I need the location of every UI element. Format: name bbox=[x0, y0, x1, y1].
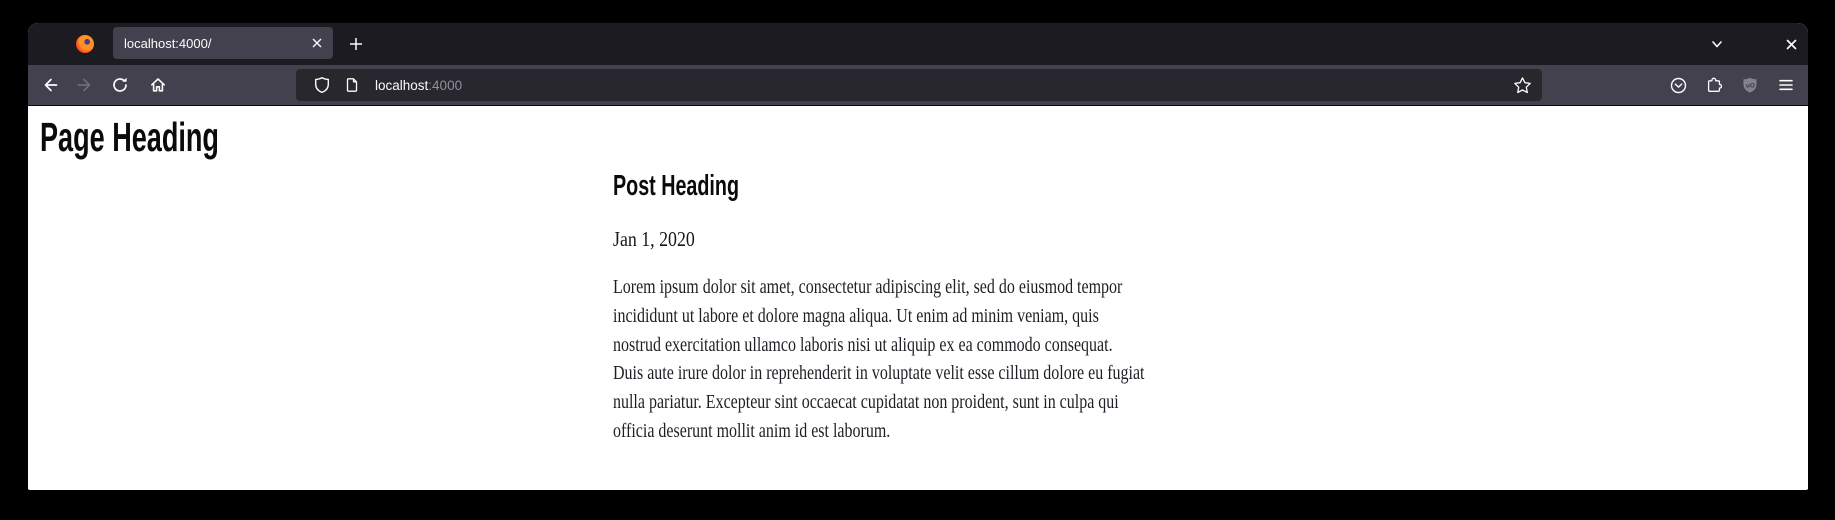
tabbar-right-controls bbox=[1703, 30, 1805, 58]
bookmark-star-button[interactable] bbox=[1510, 73, 1534, 97]
post-body-line: Duis aute irure dolor in reprehenderit in voluptate velit esse cillum dolore eu fugiat bbox=[613, 362, 1145, 385]
ublock-origin-button[interactable] bbox=[1735, 70, 1765, 100]
new-tab-button[interactable] bbox=[342, 30, 370, 58]
url-host: localhost bbox=[375, 77, 429, 93]
chevron-down-icon bbox=[1710, 37, 1724, 51]
list-all-tabs-button[interactable] bbox=[1703, 30, 1731, 58]
app-menu-button[interactable] bbox=[1771, 70, 1801, 100]
window-close-button[interactable] bbox=[1777, 30, 1805, 58]
post-body bbox=[613, 273, 1145, 446]
pocket-icon bbox=[1669, 76, 1688, 95]
plus-icon bbox=[348, 36, 364, 52]
toolbar-right-controls bbox=[1663, 70, 1801, 100]
tracking-protection-shield-icon[interactable] bbox=[313, 76, 331, 94]
page-info-icon[interactable] bbox=[344, 77, 360, 93]
url-bar[interactable] bbox=[296, 69, 1542, 101]
svg-text:uO: uO bbox=[1746, 82, 1755, 90]
extensions-button[interactable] bbox=[1699, 70, 1729, 100]
tab-bar bbox=[28, 23, 1808, 65]
pocket-button[interactable] bbox=[1663, 70, 1693, 100]
puzzle-piece-icon bbox=[1705, 76, 1723, 94]
arrow-right-icon bbox=[76, 76, 94, 94]
home-button[interactable] bbox=[143, 70, 173, 100]
post-title: Post Heading bbox=[613, 170, 740, 202]
tab-title: localhost:4000/ bbox=[124, 35, 212, 51]
firefox-logo-icon bbox=[76, 35, 94, 53]
hamburger-icon bbox=[1777, 76, 1795, 94]
star-icon bbox=[1513, 76, 1532, 95]
url-port: :4000 bbox=[428, 77, 463, 93]
tab-localhost[interactable] bbox=[113, 27, 333, 59]
close-icon bbox=[1785, 38, 1798, 51]
reload-icon bbox=[111, 76, 129, 94]
post-body-line: officia deserunt mollit anim id est laborum. bbox=[613, 419, 891, 442]
browser-window bbox=[28, 23, 1808, 490]
url-text[interactable] bbox=[375, 78, 462, 93]
post-body-line: incididunt ut labore et dolore magna aliqua. Ut enim ad minim veniam, quis bbox=[613, 304, 1099, 327]
post-body-line: nulla pariatur. Excepteur sint occaecat cupidatat non proident, sunt in culpa qui bbox=[613, 391, 1119, 414]
page-content bbox=[28, 106, 1808, 489]
ublock-shield-icon bbox=[1741, 76, 1759, 94]
nav-toolbar bbox=[28, 65, 1808, 106]
post-body-line: nostrud exercitation ullamco laboris nisi ut aliquip ex ea commodo consequat. bbox=[613, 333, 1113, 356]
home-icon bbox=[149, 76, 167, 94]
forward-button[interactable] bbox=[70, 70, 100, 100]
close-icon bbox=[311, 37, 323, 49]
back-button[interactable] bbox=[35, 70, 65, 100]
post-body-line: Lorem ipsum dolor sit amet, consectetur adipiscing elit, sed do eiusmod tempor bbox=[613, 276, 1123, 298]
arrow-left-icon bbox=[41, 76, 59, 94]
post-date: Jan 1, 2020 bbox=[613, 227, 695, 251]
page-title: Page Heading bbox=[40, 114, 219, 160]
tab-close-button[interactable] bbox=[307, 33, 327, 53]
firefox-view-button[interactable] bbox=[71, 30, 99, 58]
reload-button[interactable] bbox=[105, 70, 135, 100]
